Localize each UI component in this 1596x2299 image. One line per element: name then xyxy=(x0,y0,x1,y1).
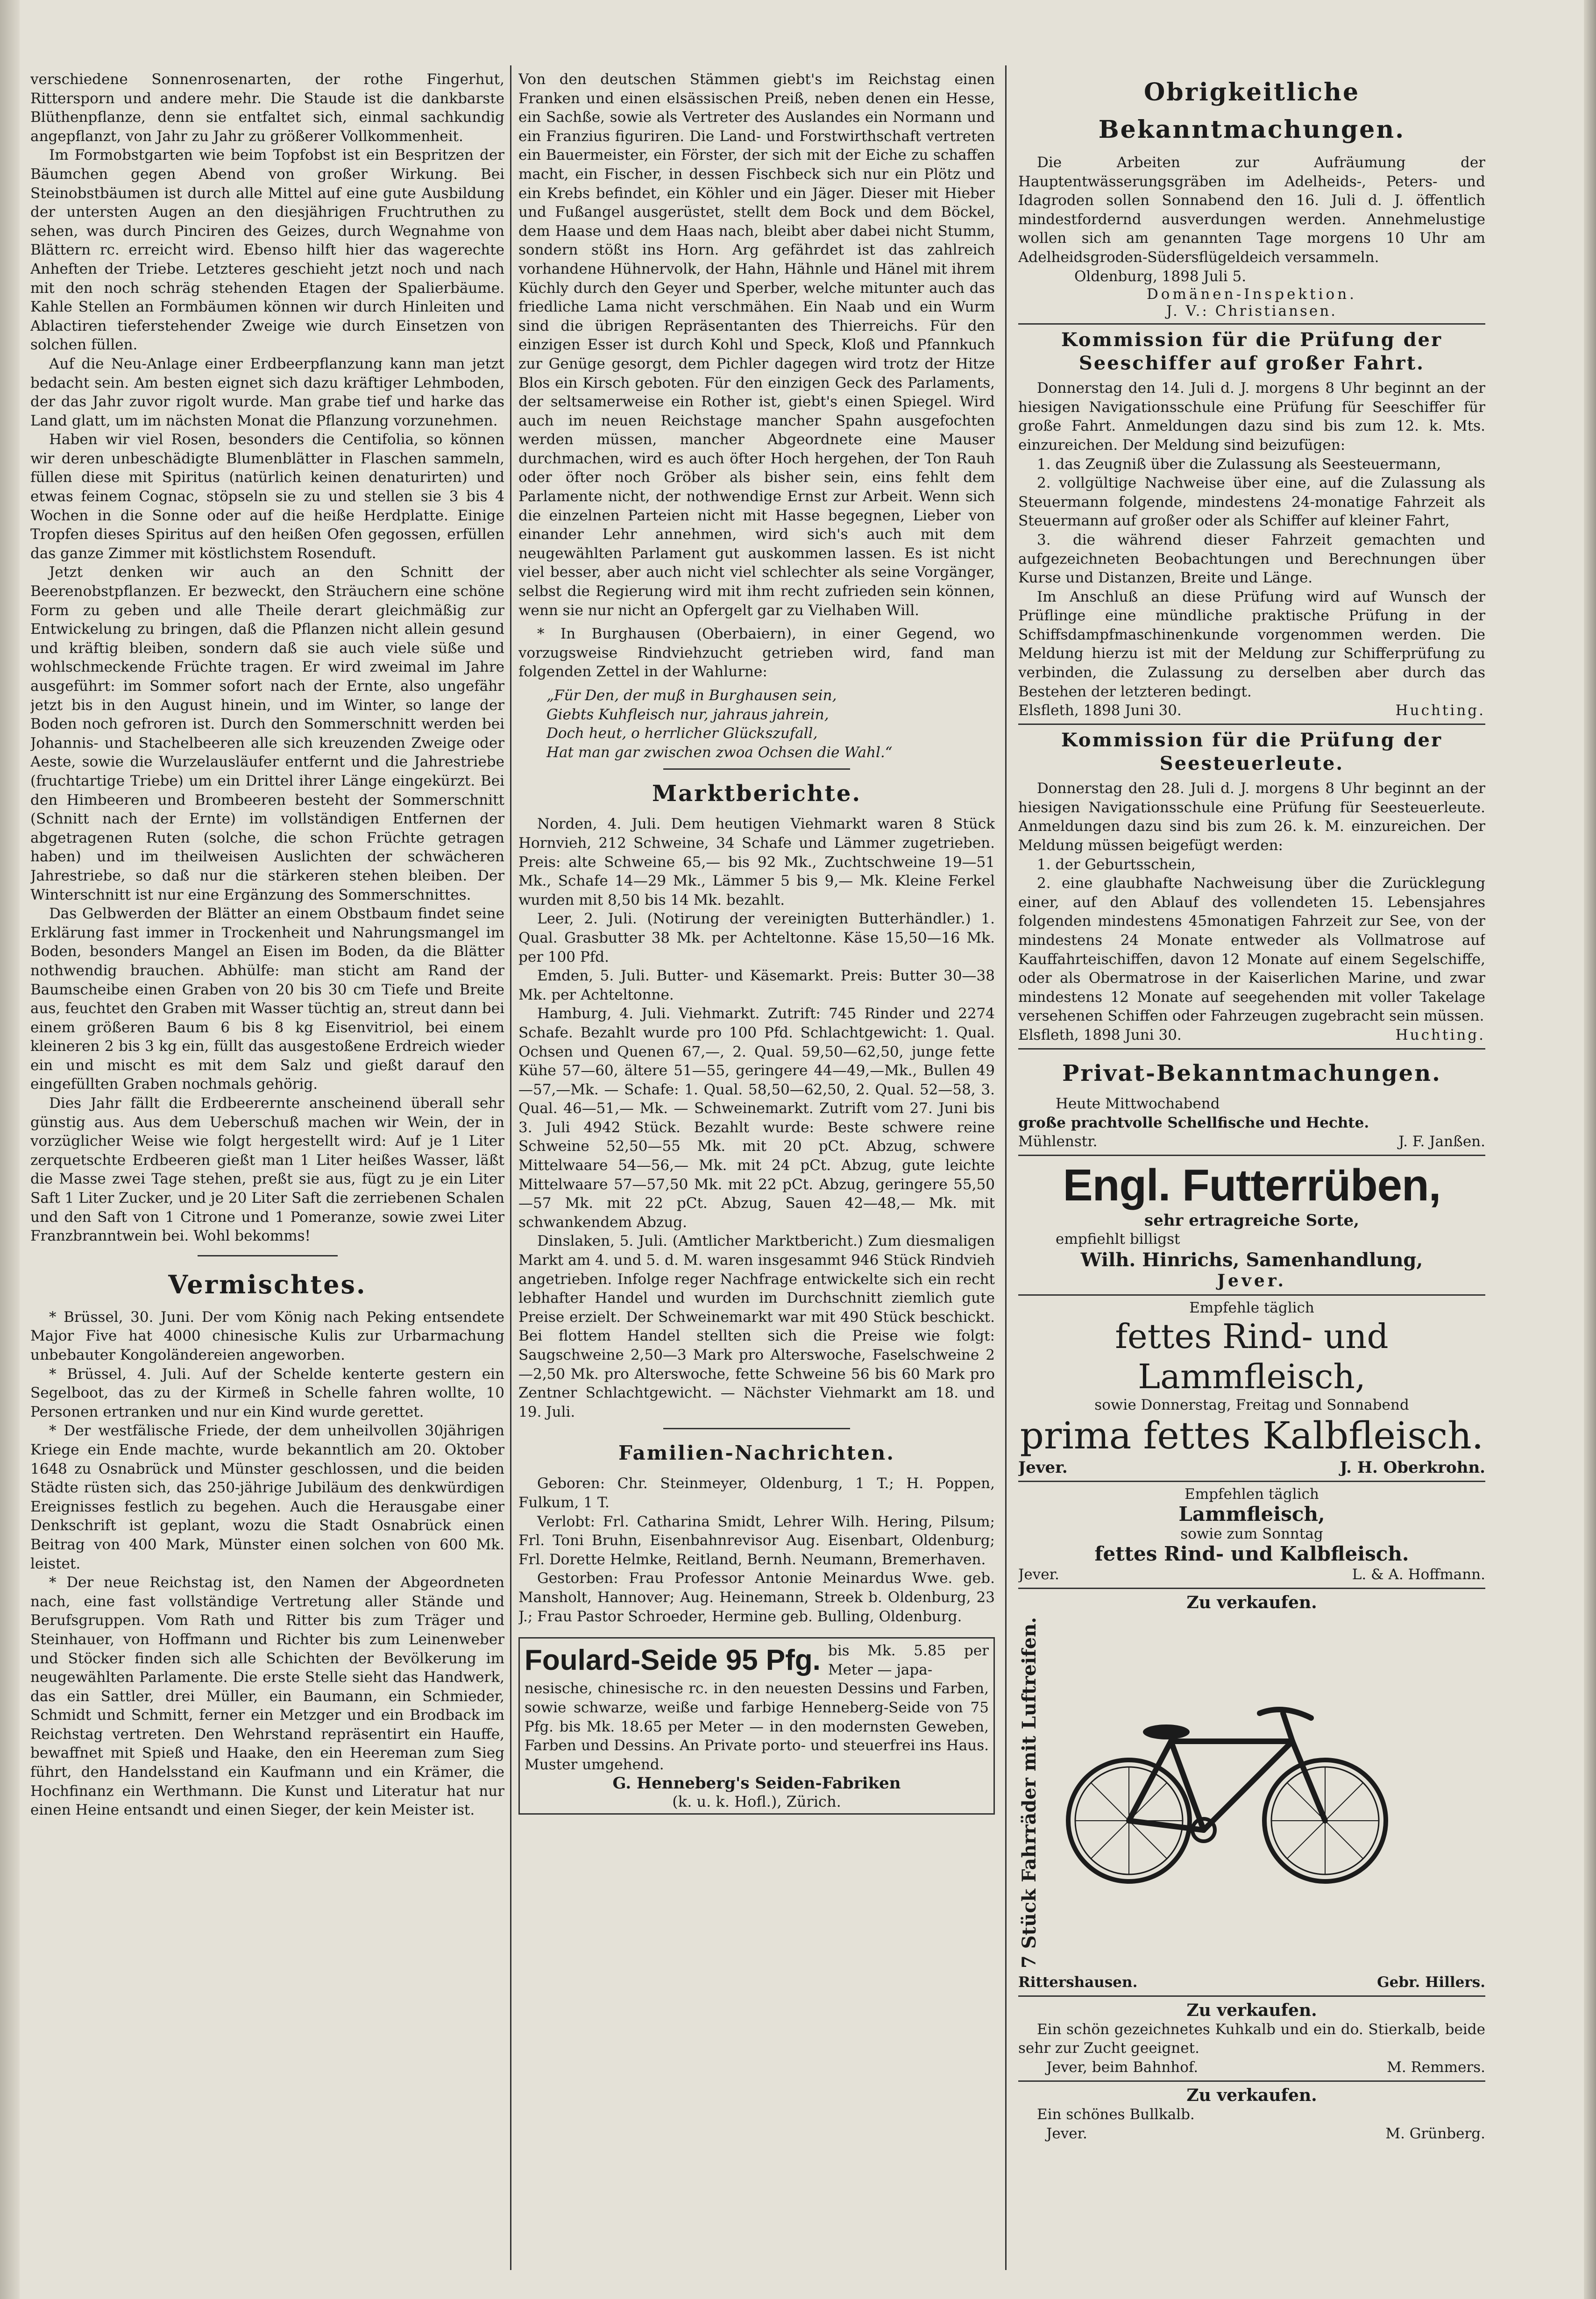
foulard-ad-side: bis Mk. 5.85 per Meter — japa- xyxy=(828,1642,989,1678)
paragraph: Auf die Neu-Anlage einer Erdbeerpflanzung kann man jetzt bedacht sein. Am besten eignet sich dazu kräftiger Lehmboden, der das Jahr zuvor rigolt wurde. Man grabe tief und harke das Land glatt, um im nächsten Monat die Pflanzung vorzunehmen. xyxy=(30,355,504,429)
ad-footer xyxy=(1018,1132,1485,1151)
page-right-edge xyxy=(1584,0,1596,2299)
notice-paragraph: 2. eine glaubhafte Nachweisung über die Zurücklegung einer, auf den Ablauf des vollendeten 15. Lebensjahres folgenden mindestens 45monatigen Fahrzeit zur See, von der mindestens 24 Monate entweder als Vollmatrose auf Kauffahrteischiffen, davon 12 Monate auf einem Segelschiffe, oder als Obermatrose in der Kaiserlichen Marine, und zwar mindestens 12 Monate auf seegehenden mit voller Takelage versehenen Schiffen oder Fahrzeugen zugebracht sein müssen. xyxy=(1018,875,1485,1025)
ad-futterrueben xyxy=(1018,1160,1485,1291)
page-left-edge xyxy=(0,0,20,2299)
paragraph: Das Gelbwerden der Blätter an einem Obstbaum findet seine Erklärung fast immer in Trockenheit und Nahrungsmangel im Boden, besonders Mangel an Eisen im Boden, da die Blätter nothwendig brauchen. Abhülfe: man sticht am Rand der Baumscheibe einen Graben von 20 bis 30 cm Tiefe und Breite aus, feuchtet den Graben mit Wasser tüchtig an, streut dann bei einem größeren Baum 6 bis 8 kg Eisenvitriol, bei einem kleineren 2 bis 3 kg ein, füllt das ausgestoßene Erdreich wieder ein und mischt es mit dem Salz und gießt darauf den eingefüllten Graben nochmals gehörig. xyxy=(30,905,504,1093)
divider xyxy=(198,1255,338,1256)
notice-paragraph: 1. der Geburtsschein, xyxy=(1037,856,1196,873)
poem-line: Giebts Kuhfleisch nur, jahraus jahrein, xyxy=(546,706,829,723)
news-item: * Brüssel, 4. Juli. Auf der Schelde kenterte gestern ein Segelboot, das zu der Kirmeß in Schelle fahren wollte, 10 Personen ertranken und nur ein Kind wurde gerettet. xyxy=(30,1365,504,1420)
foulard-ad-body: nesische, chinesische rc. in den neuesten Dessins und Farben, sowie schwarze, weiße und farbige Henneberg-Seide von 75 Pfg. bis Mk. 18.65 per Meter — in den modernsten Geweben, Farben und Dessins. An Private porto- und steuerfrei ins Haus. Muster umgehend. xyxy=(525,1680,989,1773)
notice-paragraph: 2. vollgültige Nachweise über eine, auf die Zulassung als Steuermann folgende, mindestens 24-monatige Fahrzeit als Steuermann auf großer oder als Schiffer auf kleiner Fahrt, xyxy=(1018,475,1485,530)
notice-body: Die Arbeiten zur Aufräumung der Hauptentwässerungsgräben im Adelheids-, Peters- und Idagroden sollen Sonnabend den 16. Juli d. J. öffentlich mindestfordernd ausverdungen werden. Annehmelustige wollen sich am genannten Tage morgens 10 Uhr am Adelheidsgroden-Südersflügeldeich versammeln. xyxy=(1018,154,1485,266)
bicycle-icon xyxy=(1050,1699,1404,1886)
ad-place: Rittershausen. xyxy=(1018,1973,1138,1991)
notice-footer xyxy=(1018,1026,1485,1044)
column-rule xyxy=(510,65,511,2270)
section-heading-marktberichte: Marktberichte. xyxy=(652,781,862,807)
foulard-ad-firm: G. Henneberg's Seiden-Fabriken xyxy=(612,1774,901,1793)
paragraph: Jetzt denken wir auch an den Schnitt der Beerenobstpflanzen. Er bezweckt, den Sträuchern eine schöne Form zu geben und alle Theile derart gleichmäßig zur Entwickelung zu bringen, daß die Pflanzen nicht allein gesund und kräftig bleiben, sondern daß sie auch viele süße und wohlschmeckende Früchte tragen. Er wird zweimal im Jahre ausgeführt: im Sommer sofort nach der Ernte, also ungefähr jetzt bis in den August hinein, und im Winter, so lange der Boden noch gefroren ist. Durch den Sommerschnitt werden bei Johannis- und Stachelbeeren alle sich kreuzenden Zweige oder Aeste, sowie die Wurzelausläufer entfernt und die Jahrestriebe (fruchtartige Triebe) um ein Drittel ihrer Länge eingekürzt. Bei den Himbeeren und Brombeeren besteht der Sommerschnitt (Schnitt nach der Ernte) im vollständigen Entfernen der abgetragenen Ruten (solche, die schon Früchte getragen haben) und im theilweisen Auslichten der schwächeren Jahrestriebe, so daß nur die stärkeren stehen bleiben. Der Winterschnitt ist nur eine Ergänzung des Sommerschnittes. xyxy=(30,564,504,903)
news-item: * Der westfälische Friede, der dem unheilvollen 30jährigen Kriege ein Ende machte, wurde bekanntlich am 20. Oktober 1648 zu Osnabrück und Münster geschlossen, und die beiden Städte rüsten sich, das 250-jährige Jubiläum des denkwürdigen Ereignisses festlich zu begehen. Auch die Herausgabe einer Denkschrift ist geplant, wozu die Stadt Osnabrück einen Beitrag von 400 Mark, Münster einen solchen von 600 Mk. leistet. xyxy=(30,1422,504,1572)
ad-footer xyxy=(1018,1973,1485,1992)
divider xyxy=(1018,1481,1485,1482)
ad-signature: L. & A. Hoffmann. xyxy=(1352,1566,1485,1583)
paragraph: Von den deutschen Stämmen giebt's im Reichstag einen Franken und einen elsässischen Preiß, neben denen ein Hesse, ein Sachße, sowie als Vertreter des Auslandes ein Normann und ein Franzius figuriren. Die Land- und Forstwirthschaft vertreten ein Bauermeister, ein Förster, der sich mit der Eiche zu schaffen macht, ein Fischer, in dessen Fischbeck sich nur ein Plötz und ein Krebs befindet, ein Köhler und ein Jäger. Dieser mit Hieber und Fußangel ausgerüstet, stellt dem Bock und dem Böckel, dem Haase und dem Haas nach, bleibt aber dabei nicht Stumm, sondern stößt ins Horn. Arg gefährdet ist das zahlreich vorhandene Hühnervolk, der Hahn, Hähnle und Hänel mit ihrem Küchly durch den Geyer und Sperber, welche mitunter auch das friedliche Lama nicht verschmähen. Ein Naab und ein Wurm sind die übrigen Repräsentanten des Thierreichs. Für den einzigen Esser ist durch Kohl und Speck, Kloß und Pfannkuch zur Genüge gesorgt, dem Pichler dagegen wird trotz der Hitze Blos ein Kirsch geboten. Für den einzigen Geck des Parlaments, der seltsamerweise ein Rother ist, giebt's einen Spiegel. Wird auch im neuen Reichstage mancher Spahn ausgefochten werden müssen, mancher Abgeordnete eine Mauser durchmachen, wird es auch öfter Hoch hergehen, der Ton Rauh oder öfter noch Gröber als bisher sein, eins fehlt dem Parlamente nicht, der nothwendige Ernst zur Arbeit. Wenn sich die einzelnen Parteien nicht mit Hasse begegnen, Lieber von einander Lehr annehmen, wird sich's auch mit dem neugewählten Parlament gut auskommen lassen. Es ist nicht viel besser, aber auch nicht viel schlechter als seine Vorgänger, selbst die Regierung wird mit ihm recht zufrieden sein können, wenn sie nur nicht an Opfergelt gar zu Vielhaben Will. xyxy=(518,71,995,619)
ad-place: Jever. xyxy=(1018,1566,1059,1583)
column-rule xyxy=(1005,65,1007,2270)
ad-line: fettes Rind- und Kalbfleisch. xyxy=(1094,1542,1409,1565)
notice-footer xyxy=(1018,701,1485,720)
notice-signature: Huchting. xyxy=(1395,1026,1485,1043)
bike-block xyxy=(1018,1617,1485,1968)
ad-signature: J. H. Oberkrohn. xyxy=(1340,1458,1485,1477)
ad-line: Empfehlen täglich xyxy=(1185,1485,1319,1503)
family-notice: Gestorben: Frau Professor Antonie Meinardus Wwe. geb. Mansholt, Hannover; Aug. Heinemann, Streek b. Oldenburg, 23 J.; Frau Pastor Schroeder, Hermine geb. Bulling, Oldenburg. xyxy=(518,1570,995,1625)
ad-place: Jever. xyxy=(1217,1270,1286,1291)
poem-line: „Für Den, der muß in Burghausen sein, xyxy=(546,687,837,704)
divider xyxy=(1018,1048,1485,1050)
market-report: Hamburg, 4. Juli. Viehmarkt. Zutrift: 745 Rinder und 2274 Schafe. Bezahlt wurde pro 100 Pfd. Schlachtgewicht: 1. Qual. Ochsen und Quenen 67,—, 2. Qual. 59,50—62,50, junge fette Kühe 57—60, ältere 51—55, geringere 44—49,—Mk., Bullen 49—57,—Mk. — Schafe: 1. Qual. 58,50—62,50, 2. Qual. 52—58, 3. Qual. 46—51,— Mk. — Schweinemarkt. Zutrift vom 27. Juni bis 3. Juli 4942 Stück. Bezahlt wurde: Beste schwere reine Schweine 52,50—55 Mk. mit 20 pCt. Abzug, schwere Mittelwaare 54—56,— Mk. mit 24 pCt. Abzug, gute leichte Mittelwaare 57—57,50 Mk. mit 22 pCt. Abzug, geringere 55,50—57 Mk. mit 22 pCt. Abzug, Sauen 42—48,— Mk. mit schwankendem Abzug. xyxy=(518,1005,995,1231)
column-right xyxy=(1018,70,1485,2275)
ad-signature: M. Grünberg. xyxy=(1385,2125,1485,2142)
ad-line: Heute Mittwochabend xyxy=(1056,1095,1220,1112)
ad-heading: Zu verkaufen. xyxy=(1186,2086,1317,2106)
ad-headline: prima fettes Kalbfleisch. xyxy=(1020,1413,1484,1457)
family-notice: Geboren: Chr. Steinmeyer, Oldenburg, 1 T.; H. Poppen, Fulkum, 1 T. xyxy=(518,1475,995,1511)
ad-headline: Engl. Futterrüben, xyxy=(1063,1160,1441,1211)
ad-place: Jever. xyxy=(1046,2125,1087,2142)
ad-place: Jever, beim Bahnhof. xyxy=(1046,2059,1199,2076)
notice-heading-seesteuerleute: Kommission für die Prüfung der Seesteuerleute. xyxy=(1061,729,1443,775)
ad-vertical-text: 7 Stück Fahrräder mit Luftreifen. xyxy=(1018,1617,1040,1968)
ad-fahrraeder xyxy=(1018,1593,1485,1992)
notice-paragraph: Im Anschluß an diese Prüfung wird auf Wunsch der Prüflinge eine mündliche praktische Prüfung in der Schiffsdampfmaschinenkunde vorgenommen werden. Die Meldung hierzu ist mit der Meldung zur Schifferprüfung zu verbinden, die Zulassung zu derselben aber durch das Bestehen der letzteren bedingt. xyxy=(1018,588,1485,700)
ad-line: empfiehlt billigst xyxy=(1056,1231,1180,1248)
ad-line: Lammfleisch, xyxy=(1178,1502,1325,1526)
notice-paragraph: Donnerstag den 14. Juli d. J. morgens 8 Uhr beginnt an der hiesigen Navigationsschule eine Prüfung für Seeschiffer für große Fahrt. Anmeldungen dazu sind bis zum 12. k. Mts. einzureichen. Der Meldung sind beizufügen: xyxy=(1018,380,1485,454)
notice-authority: Domänen-Inspektion. xyxy=(1146,286,1357,303)
market-report: Norden, 4. Juli. Dem heutigen Viehmarkt waren 8 Stück Hornvieh, 212 Schweine, 34 Schafe und Lämmer zugetrieben. Preis: alte Schweine 65,— bis 92 Mk., Zuchtschweine 19—51 Mk., Schafe 14—29 Mk., Lämmer 5 bis 9,— Mk. Kleine Ferkel wurden mit 8,50 bis 14 Mk. bezahlt. xyxy=(518,816,995,908)
notice-place: Oldenburg, 1898 Juli 5. xyxy=(1074,268,1247,285)
ad-schellfische xyxy=(1018,1094,1485,1151)
divider xyxy=(1018,1995,1485,1997)
ad-hoffmann xyxy=(1018,1486,1485,1584)
notice-place: Elsfleth, 1898 Juni 30. xyxy=(1018,702,1182,719)
divider xyxy=(1018,1294,1485,1296)
ad-line: sowie Donnerstag, Freitag und Sonnabend xyxy=(1094,1396,1409,1413)
paragraph: Haben wir viel Rosen, besonders die Centifolia, so können wir deren unbeschädigte Blumenblätter in Flaschen sammeln, füllen diese mit Spiritus (natürlich keinen denaturirten) und etwas feinem Cognac, stöpseln sie zu und stellen sie 3 bis 4 Wochen in die Sonne oder auf die heiße Herdplatte. Einige Tropfen dieses Spiritus auf den heißen Ofen gegossen, erfüllen das ganze Zimmer mit köstlichstem Rosenduft. xyxy=(30,431,504,562)
ad-subline: sehr ertragreiche Sorte, xyxy=(1144,1211,1359,1230)
divider xyxy=(663,768,850,770)
foulard-ad xyxy=(518,1637,995,1815)
paragraph: Dies Jahr fällt die Erdbeerernte anscheinend überall sehr günstig aus. Aus dem Ueberschuß machen wir Wein, der in vorzüglicher Weise wie folgt hergestellt wird: Auf je 1 Liter zerquetschte Erdbeeren gießt man 1 Liter heißes Wasser, läßt die Masse zwei Tage stehen, preßt sie aus, fügt zu je ein Liter Saft 1 Liter Zucker, und je 20 Liter Saft die zerriebenen Schalen und den Saft von 1 Citrone und 1 Pomeranze, sowie zwei Liter Franzbranntwein bei. Wohl bekomms! xyxy=(30,1095,504,1245)
poem xyxy=(518,686,995,762)
ad-body: Ein schön gezeichnetes Kuhkalb und ein do. Stierkalb, beide sehr zur Zucht geeignet. xyxy=(1018,2021,1485,2057)
ad-bullkalb xyxy=(1018,2086,1485,2143)
ad-signature: M. Remmers. xyxy=(1387,2059,1485,2076)
section-heading-vermischtes: Vermischtes. xyxy=(168,1269,367,1299)
section-heading-privat: Privat-Bekanntmachungen. xyxy=(1062,1060,1441,1086)
ad-address: Mühlenstr. xyxy=(1018,1133,1098,1150)
family-notice: Verlobt: Frl. Catharina Smidt, Lehrer Wilh. Hering, Pilsum; Frl. Toni Bruhn, Eisenbahnrevisor Aug. Eisenbart, Oldenburg; Frl. Dorette Helmke, Reitland, Bernh. Neumann, Bremerhaven. xyxy=(518,1513,995,1568)
divider xyxy=(1018,323,1485,325)
section-heading-obrigkeitliche: Obrigkeitliche Bekanntmachungen. xyxy=(1098,78,1405,144)
notice-signature: J. V.: Christiansen. xyxy=(1166,303,1338,320)
divider xyxy=(1018,724,1485,725)
notice-paragraph: 1. das Zeugniß über die Zulassung als Seesteuermann, xyxy=(1037,455,1441,473)
paragraph: Im Formobstgarten wie beim Topfobst ist ein Bespritzen der Bäumchen gegen Abend von großer Wirkung. Bei Steinobstbäumen ist durch alle Mittel auf eine gute Ausbildung der untersten Augen an den diesjährigen Fruchtruthen zu sehen, was durch Pinciren des Geizes, durch Wegnahme von Blättern rc. erreicht wird. Ebenso hilft hier das wagerechte Anheften der Triebe. Letzteres geschieht jetzt noch und nach mit den noch schräg stehenden Etagen der Spalierbäume. Kahle Stellen an Formbäumen können wir durch Hinleiten und Ablactiren tieferstehender Zweige wie durch Einsetzen von solchen füllen. xyxy=(30,147,504,354)
notice-paragraph: 3. die während dieser Fahrzeit gemachten und aufgezeichneten Beobachtungen und Berechnungen über Kurse und Distanzen, Breite und Länge. xyxy=(1018,531,1485,587)
ad-kalb xyxy=(1018,2001,1485,2077)
ad-footer xyxy=(1018,1458,1485,1477)
ad-line: Empfehle täglich xyxy=(1189,1299,1314,1316)
ad-footer xyxy=(1018,2124,1485,2143)
ad-firm: Wilh. Hinrichs, Samenhandlung, xyxy=(1080,1249,1423,1271)
market-report: Leer, 2. Juli. (Notirung der vereinigten Butterhändler.) 1. Qual. Grasbutter 38 Mk. per Achteltonne. Käse 15,50—16 Mk. per 100 Pfd. xyxy=(518,910,995,965)
notice-heading-seeschiffer: Kommission für die Prüfung der Seeschiffer auf großer Fahrt. xyxy=(1061,329,1443,375)
poem-line: Hat man gar zwischen zwoa Ochsen die Wahl.“ xyxy=(546,744,893,761)
divider xyxy=(1018,1155,1485,1156)
section-heading-familien-nachrichten: Familien-Nachrichten. xyxy=(618,1441,895,1465)
notice-paragraph: Donnerstag den 28. Juli d. J. morgens 8 Uhr beginnt an der hiesigen Navigationsschule eine Prüfung für Seesteuerleute. Anmeldungen dazu sind bis zum 26. k. M. einzureichen. Der Meldung müssen beigefügt werden: xyxy=(1018,780,1485,854)
paragraph: * In Burghausen (Oberbaiern), in einer Gegend, wo vorzugsweise Rindviehzucht getrieben wird, fand man folgenden Zettel in der Wahlurne: xyxy=(518,625,995,681)
news-item: * Der neue Reichstag ist, den Namen der Abgeordneten nach, eine fast vollständige Vertretung aller Stände und Berufsgruppen. Vom Rath und Ritter bis zum Träger und Steinhauer, von Hoffmann und Richter bis zum Leinenweber und Stöcker finden sich alle Schichten der Bevölkerung im neugewählten Parlamente. Die erste Stelle sieht das Handwerk, das ein Sattler, drei Müller, ein Baumann, ein Schmieder, Schmidt und Schmitt, ferner ein Metzger und ein Brodback im Reichstag vertreten. Den Wehrstand repräsentirt ein Hauffe, bewaffnet mit Spieß und Haake, den ein Heereman zum Sieg führt, den Handelsstand ein Kaufmann und ein Krämer, die Hochfinanz ein Werthmann. Die Kunst und Literatur hat nur einen Heine entsandt und einen Sieger, der kein Meister ist. xyxy=(30,1574,504,1819)
ad-oberkrohn xyxy=(1018,1299,1485,1477)
foulard-ad-place: (k. u. k. Hofl.), Zürich. xyxy=(672,1793,841,1811)
market-report: Dinslaken, 5. Juli. (Amtlicher Marktbericht.) Zum diesmaligen Markt am 4. und 5. d. M. waren insgesammt 946 Stück Rindvieh angetrieben. Infolge reger Nachfrage entwickelte sich ein recht lebhafter Handel und wurden im Durchschnitt ziemlich gute Preise erzielt. Der Schweinemarkt war mit 490 Stück beschickt. Bei flottem Handel stellten sich die Preise wie folgt: Saugschweine 2,50—3 Mark pro Alterswoche, Faselschweine 2—2,50 Mk. pro Alterswoche, fette Schweine 56 bis 60 Mark pro Zentner Schlachtgewicht. — Nächster Viehmarkt am 18. und 19. Juli. xyxy=(518,1233,995,1420)
market-report: Emden, 5. Juli. Butter- und Käsemarkt. Preis: Butter 30—38 Mk. per Achteltonne. xyxy=(518,967,995,1003)
ad-line: sowie zum Sonntag xyxy=(1180,1525,1323,1542)
ad-line: große prachtvolle Schellfische und Hechte. xyxy=(1018,1114,1369,1131)
news-item: * Brüssel, 30. Juni. Der vom König nach Peking entsendete Major Five hat 4000 chinesische Kulis zur Urbarmachung unbebauter Kongoländereien angeworben. xyxy=(30,1308,504,1363)
paragraph: verschiedene Sonnenrosenarten, der rothe Fingerhut, Rittersporn und andere mehr. Die Staude ist die dankbarste Blüthenpflanze, denn sie entfaltet sich, einmal sachkundig angepflanzt, von Jahr zu Jahr zu größerer Vollkommenheit. xyxy=(30,71,504,145)
ad-footer xyxy=(1018,2058,1485,2077)
ad-heading: Zu verkaufen. xyxy=(1186,1592,1317,1612)
ad-heading: Zu verkaufen. xyxy=(1186,2000,1317,2020)
notice-signature: Huchting. xyxy=(1395,702,1485,719)
ad-footer xyxy=(1018,1565,1485,1584)
column-middle xyxy=(518,70,995,2275)
column-left xyxy=(30,70,504,2275)
divider xyxy=(1018,2080,1485,2082)
poem-line: Doch heut, o herrlicher Glückszufall, xyxy=(546,725,818,742)
notice-place: Elsfleth, 1898 Juni 30. xyxy=(1018,1026,1182,1043)
divider xyxy=(663,1428,850,1429)
ad-signature: J. F. Janßen. xyxy=(1398,1133,1485,1150)
foulard-ad-headline: Foulard-Seide 95 Pfg. xyxy=(525,1644,821,1676)
ad-place: Jever. xyxy=(1018,1458,1068,1477)
divider xyxy=(1018,1588,1485,1589)
ad-body: Ein schönes Bullkalb. xyxy=(1037,2106,1195,2123)
ad-signature: Gebr. Hillers. xyxy=(1377,1973,1485,1991)
ad-headline: fettes Rind- und Lammfleisch, xyxy=(1115,1316,1389,1396)
